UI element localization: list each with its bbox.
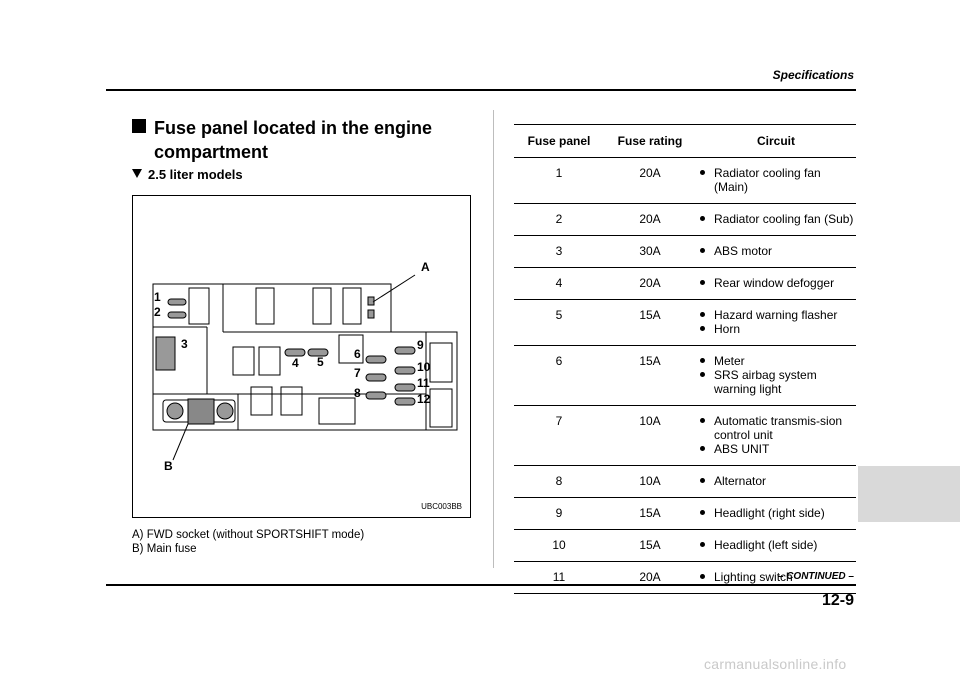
figure-label-8: 8 <box>354 386 361 400</box>
fuse-panel-number: 5 <box>514 300 604 346</box>
bullet-icon <box>700 478 705 483</box>
circuit-text: Radiator cooling fan (Main) <box>714 166 821 194</box>
circuit-cell <box>696 406 856 466</box>
bullet-icon <box>700 248 705 253</box>
circuit-text: SRS airbag system warning light <box>714 368 817 396</box>
header-rule <box>106 89 856 91</box>
figure-captions <box>132 528 364 556</box>
fuse-panel-number: 2 <box>514 204 604 236</box>
bullet-icon <box>700 574 705 579</box>
fuse-rating: 15A <box>604 530 696 562</box>
fuse-rating: 20A <box>604 562 696 594</box>
figure-label-3: 3 <box>181 337 188 351</box>
circuit-item <box>696 442 856 456</box>
section-title-text: Fuse panel located in the engine compartment <box>154 118 433 162</box>
bullet-icon <box>700 216 705 221</box>
circuit-text: Lighting switch <box>714 570 793 584</box>
table-row <box>514 158 856 204</box>
circuit-item <box>696 368 856 396</box>
circuit-text: Hazard warning flasher <box>714 308 838 322</box>
circuit-item <box>696 538 856 552</box>
circuit-text: Rear window defogger <box>714 276 835 290</box>
table-row <box>514 236 856 268</box>
circuit-text: ABS UNIT <box>714 442 770 456</box>
table-row <box>514 204 856 236</box>
table-row <box>514 268 856 300</box>
circuit-item <box>696 244 856 258</box>
figure-code: UBC003BB <box>421 502 462 511</box>
circuit-item <box>696 474 856 488</box>
bullet-icon <box>700 312 705 317</box>
table-row <box>514 466 856 498</box>
fuse-panel-number: 1 <box>514 158 604 204</box>
circuit-text: Automatic transmis-sion control unit <box>714 414 843 442</box>
circuit-cell <box>696 498 856 530</box>
header-fuse-rating: Fuse rating <box>604 125 696 158</box>
circuit-item <box>696 276 856 290</box>
circuit-item <box>696 166 856 194</box>
section-title <box>132 116 482 164</box>
subsection-title-text: 2.5 liter models <box>148 167 243 182</box>
watermark: carmanualsonline.info <box>704 656 847 672</box>
fuse-table-body <box>514 158 856 594</box>
fuse-panel-number: 7 <box>514 406 604 466</box>
page-number: 12-9 <box>821 592 854 609</box>
circuit-cell <box>696 158 856 204</box>
continued-label: – CONTINUED – <box>777 571 854 582</box>
triangle-bullet-icon <box>132 169 142 178</box>
fuse-panel-number: 9 <box>514 498 604 530</box>
bullet-icon <box>700 280 705 285</box>
fuse-rating: 20A <box>604 158 696 204</box>
footer-rule <box>106 584 856 586</box>
bullet-icon <box>700 542 705 547</box>
table-row <box>514 346 856 406</box>
fuse-rating: 10A <box>604 466 696 498</box>
bullet-icon <box>700 510 705 515</box>
bullet-icon <box>700 358 705 363</box>
figure-label-7: 7 <box>354 366 361 380</box>
bullet-icon <box>700 170 705 175</box>
fuse-panel-number: 10 <box>514 530 604 562</box>
bullet-icon <box>700 372 705 377</box>
fuse-rating: 20A <box>604 204 696 236</box>
circuit-cell <box>696 204 856 236</box>
fuse-table <box>514 124 856 594</box>
fuse-panel-number: 4 <box>514 268 604 300</box>
figure-label-4: 4 <box>292 356 299 370</box>
figure-label-9: 9 <box>417 338 424 352</box>
bullet-icon <box>700 326 705 331</box>
table-row <box>514 498 856 530</box>
circuit-item <box>696 506 856 520</box>
fuse-rating: 20A <box>604 268 696 300</box>
table-row <box>514 300 856 346</box>
fuse-rating: 15A <box>604 498 696 530</box>
figure-label-12: 12 <box>417 392 431 406</box>
circuit-cell <box>696 346 856 406</box>
fuse-rating: 15A <box>604 300 696 346</box>
chapter-side-tab <box>858 466 960 522</box>
fuse-panel-number: 8 <box>514 466 604 498</box>
figure-label-6: 6 <box>354 347 361 361</box>
fuse-panel-diagram <box>133 196 470 517</box>
column-divider <box>493 110 494 568</box>
circuit-text: Headlight (right side) <box>714 506 825 520</box>
circuit-cell <box>696 268 856 300</box>
figure-label-b: B <box>164 459 173 473</box>
caption-a: A) FWD socket (without SPORTSHIFT mode) <box>132 529 365 541</box>
header-title: Specifications <box>772 68 854 82</box>
fuse-panel-figure <box>132 195 471 518</box>
circuit-item <box>696 212 856 226</box>
header-fuse-panel: Fuse panel <box>514 125 604 158</box>
circuit-text: Horn <box>714 322 741 336</box>
figure-label-11: 11 <box>417 376 430 390</box>
circuit-item <box>696 322 856 336</box>
figure-label-a: A <box>421 260 430 274</box>
fuse-rating: 10A <box>604 406 696 466</box>
caption-b: B) Main fuse <box>132 543 197 555</box>
figure-label-5: 5 <box>317 355 324 369</box>
circuit-text: Radiator cooling fan (Sub) <box>714 212 854 226</box>
subsection-title <box>132 167 243 182</box>
fuse-panel-number: 6 <box>514 346 604 406</box>
header-circuit: Circuit <box>696 125 856 158</box>
circuit-text: Headlight (left side) <box>714 538 818 552</box>
circuit-item <box>696 308 856 322</box>
fuse-rating: 30A <box>604 236 696 268</box>
circuit-text: Meter <box>714 354 745 368</box>
circuit-text: Alternator <box>714 474 767 488</box>
square-bullet-icon <box>132 119 146 133</box>
circuit-cell <box>696 466 856 498</box>
table-row <box>514 530 856 562</box>
figure-label-2: 2 <box>154 305 161 319</box>
circuit-item <box>696 354 856 368</box>
bullet-icon <box>700 418 705 423</box>
fuse-panel-number: 11 <box>514 562 604 594</box>
bullet-icon <box>700 446 705 451</box>
figure-label-10: 10 <box>417 360 431 374</box>
circuit-cell <box>696 236 856 268</box>
circuit-cell <box>696 300 856 346</box>
table-row <box>514 406 856 466</box>
fuse-panel-number: 3 <box>514 236 604 268</box>
figure-label-1: 1 <box>154 290 161 304</box>
circuit-text: ABS motor <box>714 244 773 258</box>
table-header-row <box>514 125 856 158</box>
circuit-cell <box>696 530 856 562</box>
fuse-rating: 15A <box>604 346 696 406</box>
circuit-item <box>696 414 856 442</box>
